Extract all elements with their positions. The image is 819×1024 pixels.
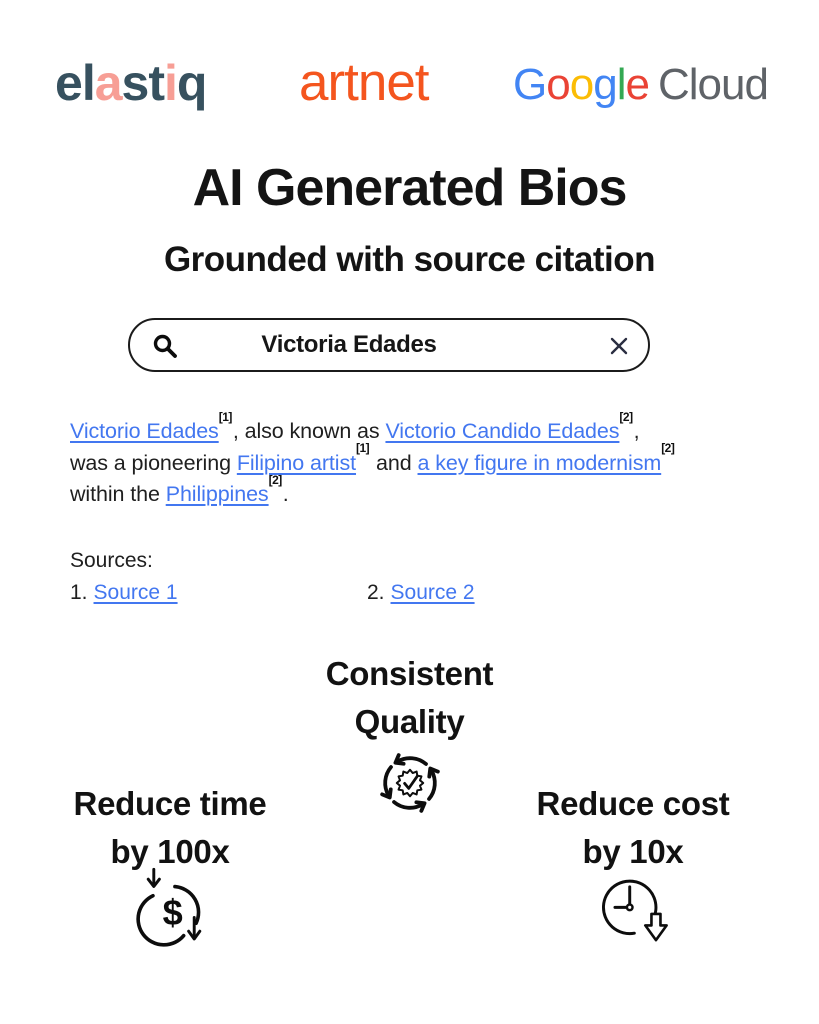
feature-quality-line1: Consistent [325, 655, 494, 692]
source-item-2 [367, 581, 475, 605]
citation-marker: [2] [661, 441, 675, 456]
clear-search-button[interactable] [610, 337, 628, 355]
feature-time-line1: Reduce time [73, 785, 267, 822]
quality-cycle-check-icon [364, 740, 456, 826]
logo-letter: G [513, 60, 547, 109]
logo-letter: t [148, 55, 164, 111]
sources-label: Sources: [70, 549, 153, 572]
elastiq-logo [55, 54, 206, 112]
badge-seal [396, 770, 422, 796]
logo-letter: l [81, 55, 95, 111]
source-2-link[interactable]: Source 2 [390, 581, 475, 604]
x-icon [610, 337, 628, 355]
google-wordmark [513, 60, 649, 109]
source-number: 1. [70, 581, 88, 604]
clock-down-arrow-icon [592, 868, 674, 950]
source-number: 2. [367, 581, 385, 604]
feature-cost-title [493, 780, 773, 876]
logo-letter: o [569, 60, 594, 109]
feature-quality-title [0, 650, 819, 746]
citation-marker: [2] [268, 472, 282, 487]
cloud-wordmark: Cloud [657, 60, 768, 109]
logo-letter: l [616, 60, 626, 109]
logo-letter: a [94, 55, 122, 111]
feature-cost-line1: Reduce cost [536, 785, 730, 822]
source-item-1 [70, 581, 178, 605]
citation-marker: [1] [356, 441, 370, 456]
bio-entity-link[interactable]: Filipino artist [236, 450, 357, 475]
dollar-symbol: $ [162, 891, 183, 933]
bio-entity-link[interactable]: a key figure in modernism [417, 450, 662, 475]
bio-paragraph: Victorio Edades[1], also known as Victorio Candido Edades[2], was a pioneering Filipino artist[1] and a key figure in modernism[2] within the Philippines[2]. [70, 409, 675, 506]
feature-cost-line2: by 10x [582, 833, 684, 870]
google-cloud-logo [513, 60, 768, 110]
page-title: AI Generated Bios [192, 159, 627, 217]
logo-letter: e [55, 55, 82, 111]
artnet-logo: artnet [299, 53, 429, 112]
bio-entity-link[interactable]: Victorio Edades [70, 419, 219, 443]
logo-letter: g [593, 60, 617, 109]
source-1-link[interactable]: Source 1 [93, 581, 178, 604]
citation-marker: [2] [619, 409, 633, 424]
feature-quality-line2: Quality [354, 703, 465, 740]
logo-letter: s [121, 55, 149, 111]
logo-letter: o [546, 60, 570, 109]
bio-entity-link[interactable]: Victorio Candido Edades [385, 419, 620, 443]
logo-letter: e [625, 60, 649, 109]
search-bar[interactable] [128, 318, 650, 372]
search-input[interactable]: Victoria Edades [261, 331, 437, 358]
bio-entity-link[interactable]: Philippines [165, 482, 269, 506]
page-subtitle: Grounded with source citation [163, 240, 656, 279]
citation-marker: [1] [218, 409, 232, 424]
dollar-cycle-down-icon [128, 862, 214, 954]
logo-letter: q [176, 55, 207, 111]
logo-letter: i [164, 55, 177, 111]
feature-time-line2: by 100x [110, 833, 230, 870]
